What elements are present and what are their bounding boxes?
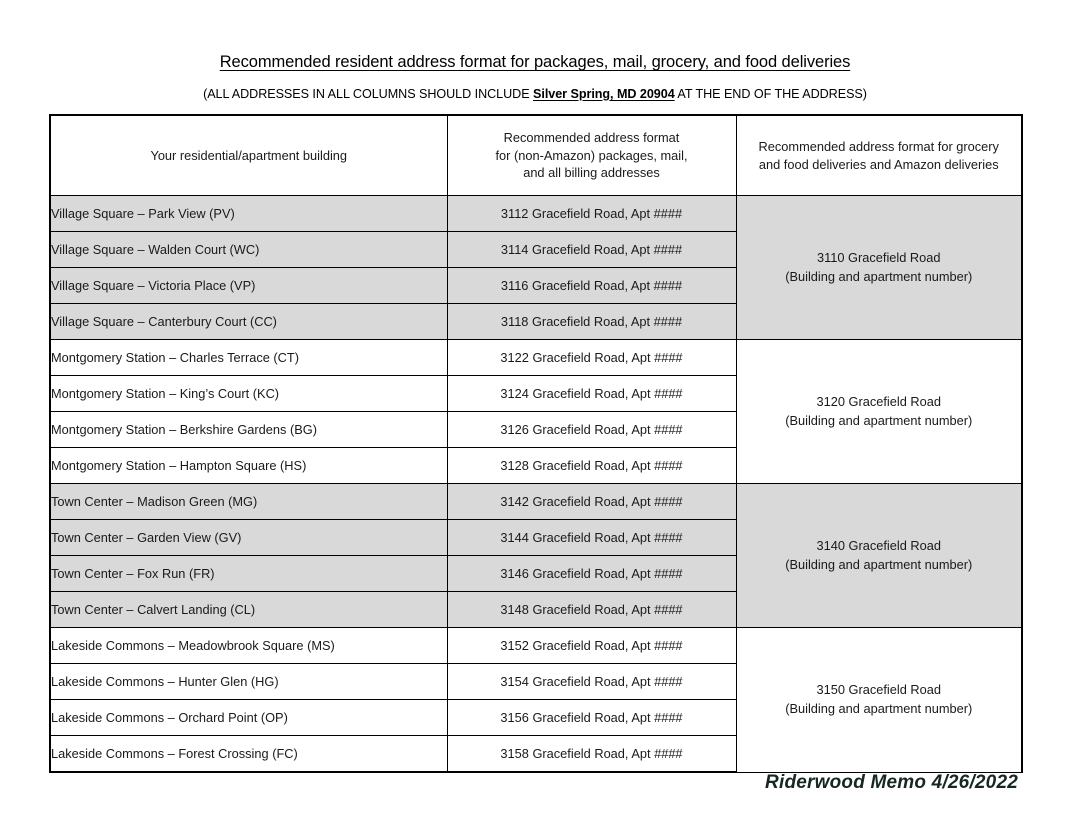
table-header-row [50,115,1022,196]
page-title: Recommended resident address format for packages, mail, grocery, and food deliveries [219,53,851,71]
cell-mail-format: 3114 Gracefield Road, Apt #### [447,232,736,268]
grocery-address-line1: 3110 Gracefield Road [816,249,941,265]
cell-building: Montgomery Station – Charles Terrace (CT) [50,340,447,376]
cell-mail-format: 3146 Gracefield Road, Apt #### [447,556,736,592]
cell-mail-format: 3126 Gracefield Road, Apt #### [447,412,736,448]
title-block [0,52,1070,101]
page-subtitle [0,87,1070,101]
cell-grocery-format [736,196,1022,340]
column-header-building: Your residential/apartment building [50,115,447,196]
grocery-address-line2: (Building and apartment number) [785,268,973,284]
column-header-mail-format-line1: Recommended address format [503,130,680,146]
cell-mail-format: 3142 Gracefield Road, Apt #### [447,484,736,520]
cell-mail-format: 3128 Gracefield Road, Apt #### [447,448,736,484]
cell-mail-format: 3118 Gracefield Road, Apt #### [447,304,736,340]
table-row [50,196,1022,232]
column-header-mail-format-line2: for (non-Amazon) packages, mail, [495,147,688,163]
cell-building: Lakeside Commons – Forest Crossing (FC) [50,736,447,773]
cell-mail-format: 3148 Gracefield Road, Apt #### [447,592,736,628]
cell-building: Town Center – Garden View (GV) [50,520,447,556]
cell-building: Village Square – Victoria Place (VP) [50,268,447,304]
cell-building: Lakeside Commons – Meadowbrook Square (MS) [50,628,447,664]
cell-building: Town Center – Calvert Landing (CL) [50,592,447,628]
cell-building: Montgomery Station – Berkshire Gardens (BG) [50,412,447,448]
cell-mail-format: 3116 Gracefield Road, Apt #### [447,268,736,304]
cell-mail-format: 3158 Gracefield Road, Apt #### [447,736,736,773]
grocery-address-line2: (Building and apartment number) [785,700,973,716]
column-header-grocery-format-line1: Recommended address format for grocery [758,138,999,154]
subtitle-text-before: (ALL ADDRESSES IN ALL COLUMNS SHOULD INCLUDE [203,86,534,101]
cell-mail-format: 3156 Gracefield Road, Apt #### [447,700,736,736]
cell-building: Montgomery Station – King’s Court (KC) [50,376,447,412]
grocery-address-line2: (Building and apartment number) [785,412,973,428]
grocery-address-line1: 3140 Gracefield Road [816,537,941,553]
subtitle-text-after: AT THE END OF THE ADDRESS) [674,86,867,101]
cell-building: Montgomery Station – Hampton Square (HS) [50,448,447,484]
column-header-mail-format [447,115,736,196]
cell-grocery-format [736,340,1022,484]
cell-grocery-format [736,484,1022,628]
cell-mail-format: 3152 Gracefield Road, Apt #### [447,628,736,664]
table-row [50,484,1022,520]
cell-mail-format: 3154 Gracefield Road, Apt #### [447,664,736,700]
footer-memo-source: Riderwood Memo 4/26/2022 [765,772,1018,793]
grocery-address-line1: 3120 Gracefield Road [816,393,941,409]
cell-grocery-format [736,628,1022,773]
cell-mail-format: 3112 Gracefield Road, Apt #### [447,196,736,232]
table-row [50,628,1022,664]
column-header-mail-format-line3: and all billing addresses [523,165,660,181]
cell-building: Village Square – Canterbury Court (CC) [50,304,447,340]
cell-mail-format: 3122 Gracefield Road, Apt #### [447,340,736,376]
cell-building: Lakeside Commons – Hunter Glen (HG) [50,664,447,700]
table-row [50,340,1022,376]
column-header-grocery-format-line2: and food deliveries and Amazon deliveries [758,156,999,172]
cell-building: Town Center – Madison Green (MG) [50,484,447,520]
cell-building: Village Square – Walden Court (WC) [50,232,447,268]
cell-mail-format: 3144 Gracefield Road, Apt #### [447,520,736,556]
grocery-address-line1: 3150 Gracefield Road [816,682,941,698]
cell-mail-format: 3124 Gracefield Road, Apt #### [447,376,736,412]
cell-building: Town Center – Fox Run (FR) [50,556,447,592]
address-format-table [49,114,1023,773]
column-header-grocery-format [736,115,1022,196]
grocery-address-line2: (Building and apartment number) [785,556,973,572]
cell-building: Village Square – Park View (PV) [50,196,447,232]
cell-building: Lakeside Commons – Orchard Point (OP) [50,700,447,736]
subtitle-emphasis-city-state-zip: Silver Spring, MD 20904 [533,86,675,101]
